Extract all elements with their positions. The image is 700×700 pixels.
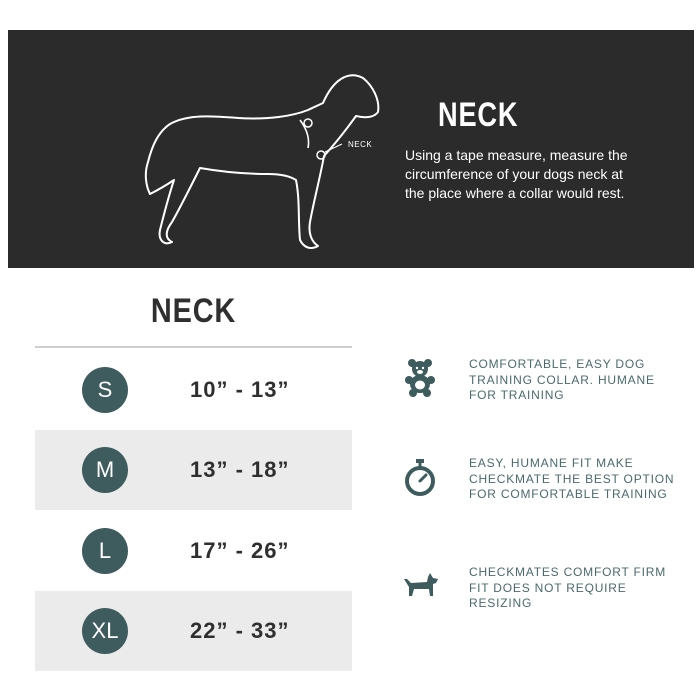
banner-title: NECK — [438, 96, 519, 134]
size-badge: S — [82, 367, 128, 413]
size-row-l — [35, 511, 352, 591]
size-row-xl — [35, 591, 352, 671]
feature-text: COMFORTABLE, EASY DOG TRAINING COLLAR. HUMANE FOR TRAINING — [469, 357, 655, 402]
feature-text: CHECKMATES COMFORT FIRM FIT DOES NOT REQUIRE RESIZING — [469, 565, 667, 610]
size-range: 22” - 33” — [190, 618, 290, 643]
size-range: 17” - 26” — [190, 538, 290, 563]
stopwatch-icon — [400, 456, 440, 496]
size-range: 13” - 18” — [190, 457, 290, 482]
neck-callout-label: NECK — [348, 140, 373, 149]
feature-comfortable — [400, 357, 690, 417]
dog-outline-icon — [128, 50, 388, 250]
feature-text: EASY, HUMANE FIT MAKE CHECKMATE THE BEST OPTION FOR COMFORTABLE TRAINING — [469, 456, 675, 501]
size-row-m — [35, 430, 352, 510]
small-dog-icon — [400, 565, 440, 605]
size-badge: M — [82, 447, 128, 493]
feature-humane-fit — [400, 456, 690, 516]
size-row-s — [35, 350, 352, 430]
measurement-banner — [8, 30, 694, 268]
size-badge: XL — [82, 608, 128, 654]
size-range: 10” - 13” — [190, 377, 290, 402]
feature-firm-fit — [400, 565, 690, 625]
size-chart-divider — [35, 346, 352, 348]
banner-description: Using a tape measure, measure the circumference of your dogs neck at the place where a collar would rest. — [405, 147, 628, 201]
teddy-bear-icon — [400, 357, 440, 397]
size-chart-title: NECK — [150, 292, 237, 330]
size-badge: L — [82, 528, 128, 574]
